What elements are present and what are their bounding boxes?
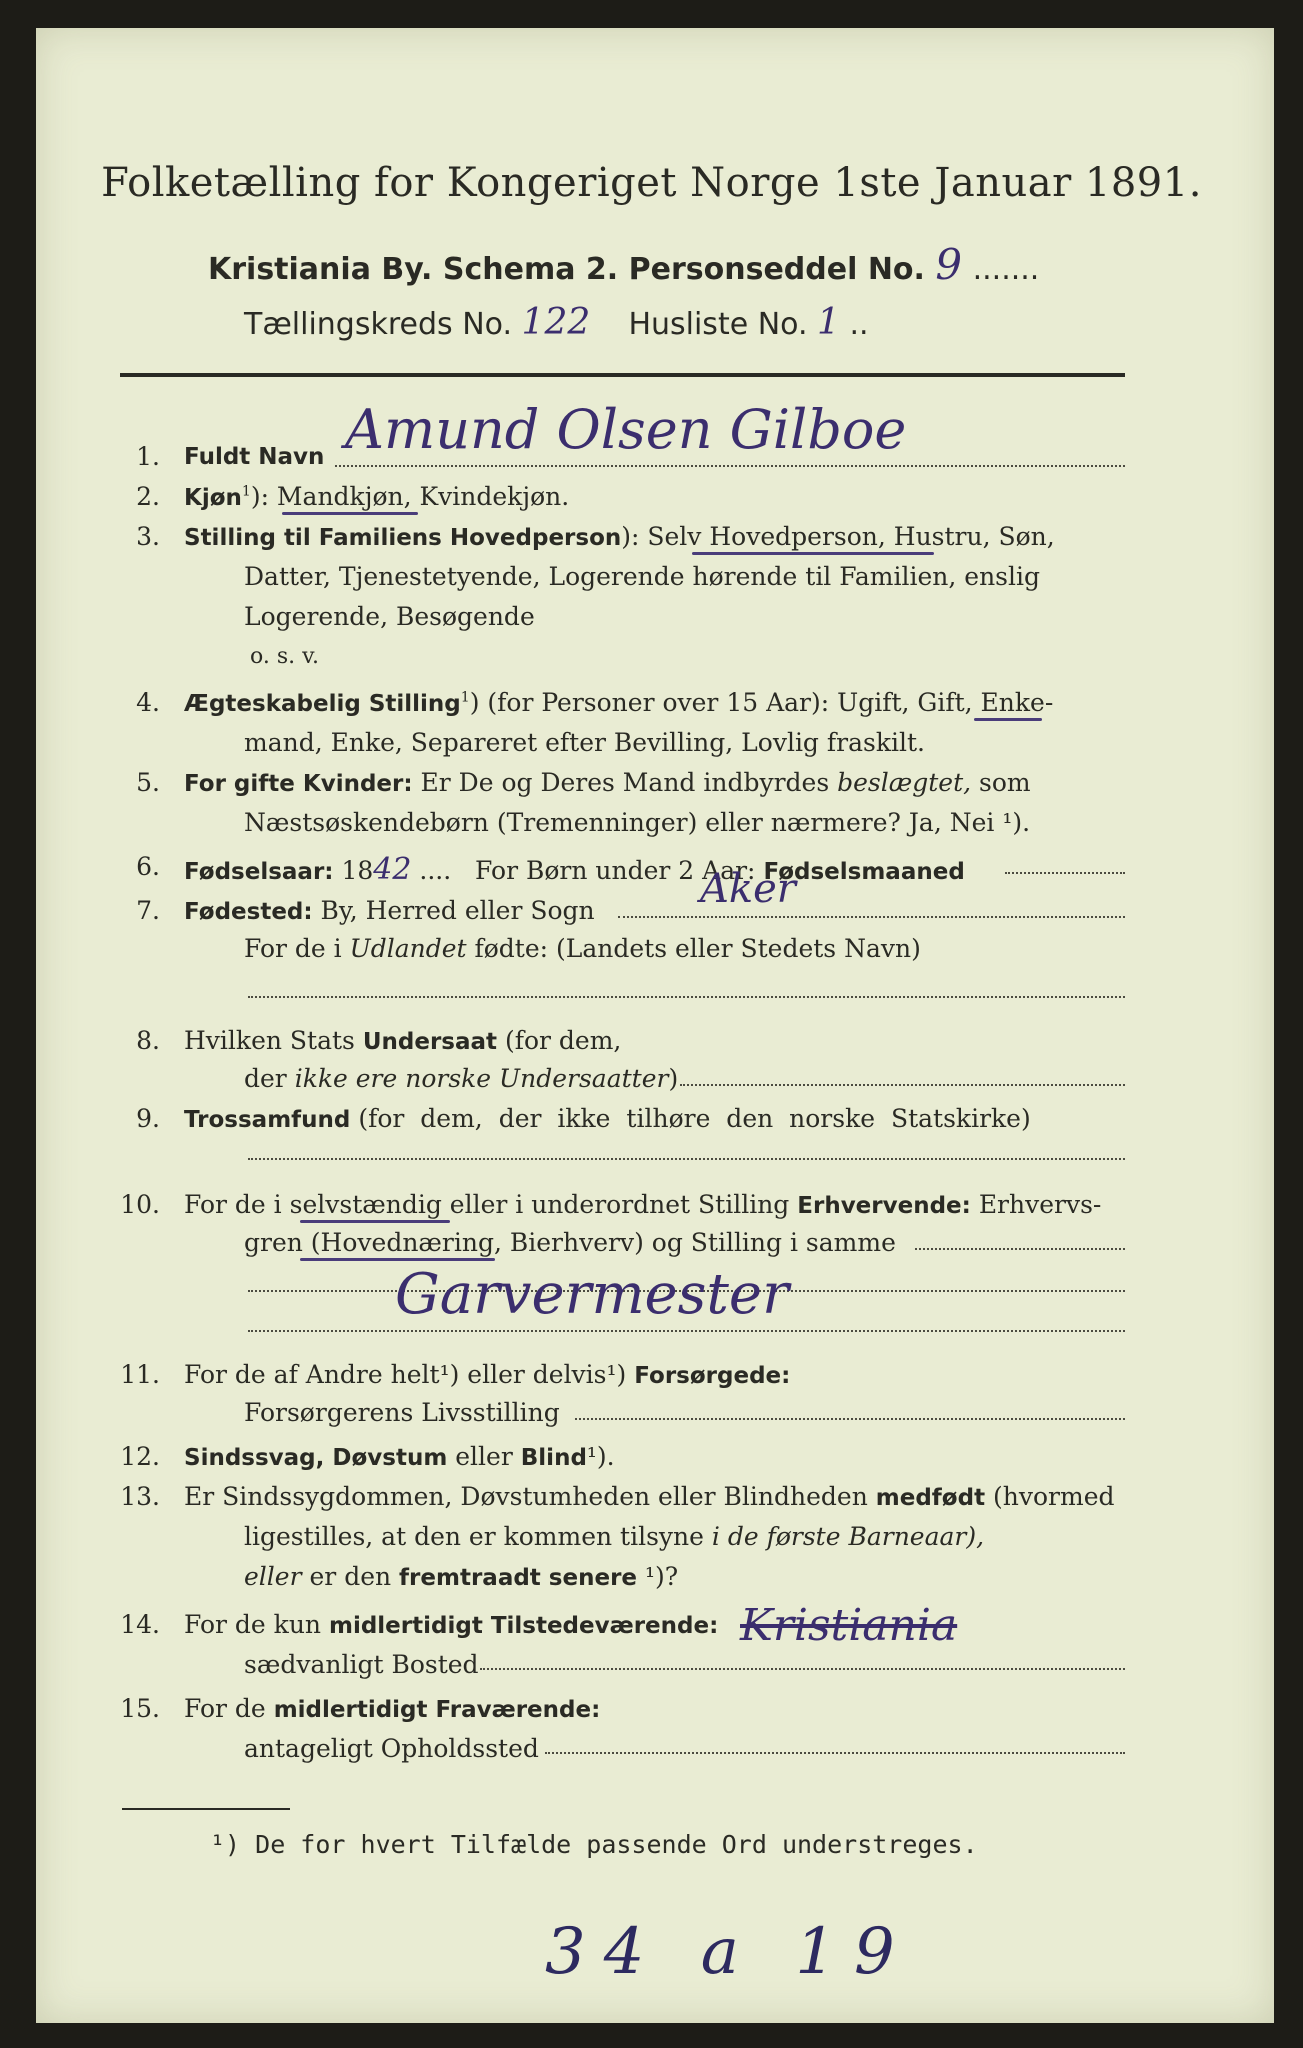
item-number: 11. (120, 1360, 160, 1389)
foreign-born-question: fødte: (Landets eller Stedets Navn) (474, 934, 921, 963)
congenital-line2: ligestilles, at den er kommen tilsyne (244, 1522, 704, 1551)
birthplace-dotted-line (618, 916, 1125, 918)
sex-options: ): Mandkjøn, Kvindekjøn. (250, 482, 570, 511)
birth-month-label: Fødselsmaaned (763, 859, 965, 885)
congenital-line2-italic: i de første Barneaar), (711, 1522, 985, 1551)
item-number: 15. (120, 1694, 160, 1723)
item-number: 12. (120, 1442, 160, 1471)
item-number: 1. (136, 442, 160, 471)
marital-status-label: Ægteskabelig Stilling (184, 691, 461, 717)
form-subtitle: Kristiania By. Schema 2. Personseddel No. 9 ....... (208, 240, 1040, 289)
religion-question: (for dem, der ikke tilhøre den norske Statskirke) (358, 1104, 1031, 1133)
header-rule (120, 373, 1125, 377)
underline-mandkjon (282, 512, 418, 515)
occupation-answer: Garvermester (395, 1262, 789, 1327)
birth-year-answer: 42 (373, 852, 412, 887)
schema-line: Kristiania By. Schema 2. Personseddel No. (208, 252, 925, 287)
provider-occupation-label: Forsørgerens Livsstilling (244, 1398, 560, 1427)
citizenship-line2-prefix: der (244, 1064, 287, 1093)
temporary-present-prefix: For de kun (184, 1610, 322, 1639)
disability-end: ¹). (586, 1442, 615, 1471)
birth-year-prefix: 18 (341, 856, 374, 885)
congenital-line3: er den (309, 1562, 392, 1591)
foreign-born-prefix: For de i (244, 934, 342, 963)
footnote: ¹) De for hvert Tilfælde passende Ord understreges. (210, 1830, 978, 1859)
provider-dotted-line (575, 1418, 1125, 1420)
sex-label: Kjøn (184, 485, 242, 511)
dependents-prefix: For de af Andre helt¹) eller delvis¹) (184, 1360, 627, 1389)
usual-residence-dotted-line (480, 1668, 1125, 1670)
item-number: 10. (120, 1190, 160, 1219)
occupation-dotted-line-3 (248, 1330, 1125, 1332)
married-women-question: Er De og Deres Mand indbyrdes (420, 768, 830, 797)
citizenship-label: Undersaat (362, 1029, 498, 1055)
birthplace-question: By, Herred eller Sogn (320, 896, 595, 925)
married-women-label: For gifte Kvinder: (184, 771, 413, 797)
occupation-question: Erhvervs- (978, 1190, 1102, 1219)
temporary-absent-label: midlertidigt Fraværende: (273, 1697, 601, 1723)
footnote-rule (122, 1808, 290, 1810)
religion-label: Trossamfund (184, 1107, 351, 1133)
form-title: Folketælling for Kongeriget Norge 1ste Januar 1891. (101, 160, 1202, 206)
occupation-prefix: For de i selvstændig eller i underordnet Stilling (184, 1190, 790, 1219)
marital-status-options-2: mand, Enke, Separeret efter Bevilling, Lovlig fraskilt. (244, 728, 925, 757)
marital-status-options: ) (for Personer over 15 Aar): Ugift, Gift, Enke- (469, 688, 1054, 717)
family-position-label: Stilling til Familiens Hovedperson (184, 525, 622, 551)
under-2-label: For Børn under 2 Aar: (475, 856, 756, 885)
underline-gift (974, 718, 1042, 721)
congenital-line3-italic: eller (244, 1562, 302, 1591)
birthplace-answer: Aker (700, 866, 796, 912)
disability-label: Sindssvag, Døvstum (184, 1445, 448, 1471)
citizenship-dotted-line (680, 1084, 1125, 1086)
occupation-label: Erhvervende: (797, 1193, 971, 1219)
item-number: 6. (136, 852, 160, 881)
district-line: Tællingskreds No. 122 Husliste No. 1 .. (244, 302, 869, 343)
husliste-number: 1 (817, 302, 840, 343)
item-number: 8. (136, 1026, 160, 1055)
person-number: 9 (935, 240, 963, 289)
birth-month-dotted-line (1005, 872, 1125, 874)
kreds-label: Tællingskreds No. (244, 307, 512, 342)
item-number: 5. (136, 768, 160, 797)
congenital-line3-end: ¹)? (644, 1562, 679, 1591)
item-number: 14. (120, 1610, 160, 1639)
kreds-number: 122 (521, 302, 591, 343)
birth-year-label: Fødselsaar: (184, 859, 334, 885)
family-position-options: ): Selv Hovedperson, Hustru, Søn, (621, 522, 1055, 551)
underline-selv-hovedperson (692, 552, 934, 555)
underline-hovednaering (300, 1258, 495, 1261)
religion-dotted-line (248, 1158, 1125, 1160)
temporary-present-label: midlertidigt Tilstedeværende: (328, 1613, 719, 1639)
underline-selvstaendig (300, 1220, 450, 1223)
handwritten-page-number: 34 a 19 (545, 1915, 913, 1989)
temporary-absent-prefix: For de (184, 1694, 266, 1723)
blind-label: Blind (520, 1445, 587, 1471)
item-number: 7. (136, 896, 160, 925)
full-name-label: Fuldt Navn (184, 444, 325, 470)
usual-residence-answer: Kristiania (740, 1600, 958, 1651)
later-onset-label: fremtraadt senere (399, 1565, 638, 1591)
occupation-question-2: gren (Hovednæring, Bierhverv) og Stilling i samme (244, 1228, 896, 1257)
citizenship-question: (for dem, (504, 1026, 622, 1055)
probable-residence-label: antageligt Opholdssted (244, 1734, 539, 1763)
item-number: 2. (136, 482, 160, 511)
family-position-options-4: o. s. v. (250, 644, 319, 669)
birthplace-label: Fødested: (184, 899, 313, 925)
item-number: 13. (120, 1482, 160, 1511)
husliste-label: Husliste No. (628, 307, 808, 342)
married-women-question-2: Næstsøskendebørn (Tremenninger) eller nærmere? Ja, Nei ¹). (244, 808, 1031, 837)
name-dotted-line (335, 465, 1125, 467)
congenital-label: medfødt (875, 1485, 986, 1511)
usual-residence-label: sædvanligt Bosted (244, 1650, 479, 1679)
citizenship-line2-italic: ikke ere norske Undersaatter (294, 1064, 669, 1093)
dependents-label: Forsørgede: (634, 1363, 791, 1389)
occupation-dotted-line (915, 1248, 1125, 1250)
item-number: 4. (136, 688, 160, 717)
item-number: 3. (136, 522, 160, 551)
family-position-options-2: Datter, Tjenestetyende, Logerende hørende til Familien, enslig (244, 562, 1041, 591)
family-position-options-3: Logerende, Besøgende (244, 602, 535, 631)
congenital-question-end: (hvormed (993, 1482, 1115, 1511)
citizenship-prefix: Hvilken Stats (184, 1026, 355, 1055)
item-number: 9. (136, 1104, 160, 1133)
probable-residence-dotted-line (545, 1752, 1125, 1754)
married-women-question-end: som (979, 768, 1031, 797)
married-women-question-italic: beslægtet, (837, 768, 972, 797)
footnote-mark: 1 (241, 483, 251, 500)
congenital-question: Er Sindssygdommen, Døvstumheden eller Blindheden (184, 1482, 868, 1511)
disability-or: eller (455, 1442, 513, 1471)
foreign-born-italic: Udlandet (349, 934, 467, 963)
name-answer: Amund Olsen Gilboe (345, 398, 907, 461)
foreign-born-dotted-line (248, 996, 1125, 998)
